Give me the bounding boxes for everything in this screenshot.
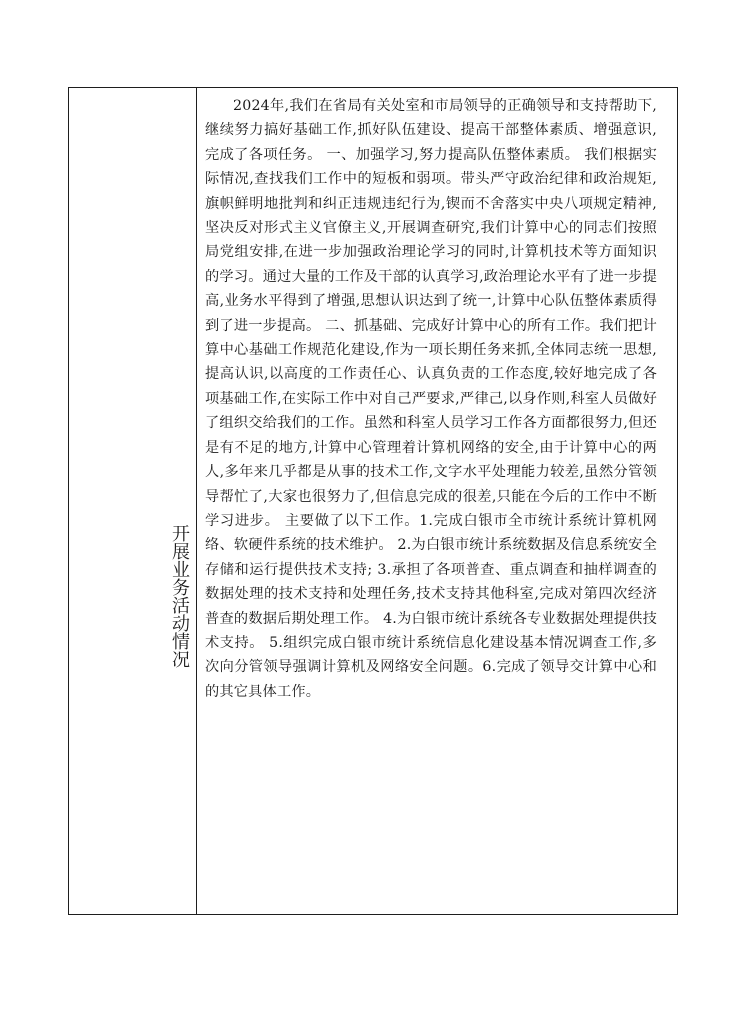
activity-description: 2024年,我们在省局有关处室和市局领导的正确领导和支持帮助下,继续努力搞好基础工作,抓好队伍建设、提高干部整体素质、增强意识,完成了各项任务。 一、加强学习,努力提高队伍整体素质。 我们根据实际情况,查找我们工作中的短板和弱项。带头严守政治纪律和政治规矩,旗帜鲜明地批判和纠正违规违纪行为,锲而不舍落实中央八项规定精神,坚决反对形式主义官僚主义,开展调查研究,我们计算中心的同志们按照局党组安排,在进一步加强政治理论学习的同时,计算机技术等方面知识的学习。通过大量的工作及干部的认真学习,政治理论水平有了进一步提高,业务水平得到了增强,思想认识达到了统一,计算中心队伍整体素质得到了进一步提高。 二、抓基础、完成好计算中心的所有工作。我们把计算中心基础工作规范化建设,作为一项长期任务来抓,全体同志统一思想,提高认识,以高度的工作责任心、认真负责的工作态度,较好地完成了各项基础工作,在实际工作中对自己严要求,严律己,以身作则,科室人员做好了组织交给我们的工作。虽然和科室人员学习工作各方面都很努力,但还是有不足的地方,计算中心管理着计算机网络的安全,由于计算中心的两人,多年来几乎都是从事的技术工作,文字水平处理能力较差,虽然分管领导帮忙了,大家也很努力了,但信息完成的很差,只能在今后的工作中不断学习进步。 主要做了以下工作。1.完成白银市全市统计系统计算机网络、软硬件系统的技术维护。 2.为白银市统计系统数据及信息系统安全存储和运行提供技术支持; 3.承担了各项普查、重点调查和抽样调查的数据处理的技术支持和处理任务,技术支持其他科室,完成对第四次经济普查的数据后期处理工作。 4.为白银市统计系统各专业数据处理提供技术支持。 5.组织完成白银市统计系统信息化建设基本情况调查工作,多次向分管领导强调计算机及网络安全问题。6.完成了领导交计算中心和的其它具体工作。 — [205, 98, 657, 700]
row-label-cell — [69, 88, 197, 914]
content-cell — [197, 88, 677, 914]
row-label: 开展业务活动情况 — [169, 524, 190, 668]
activity-form-table — [68, 87, 678, 915]
